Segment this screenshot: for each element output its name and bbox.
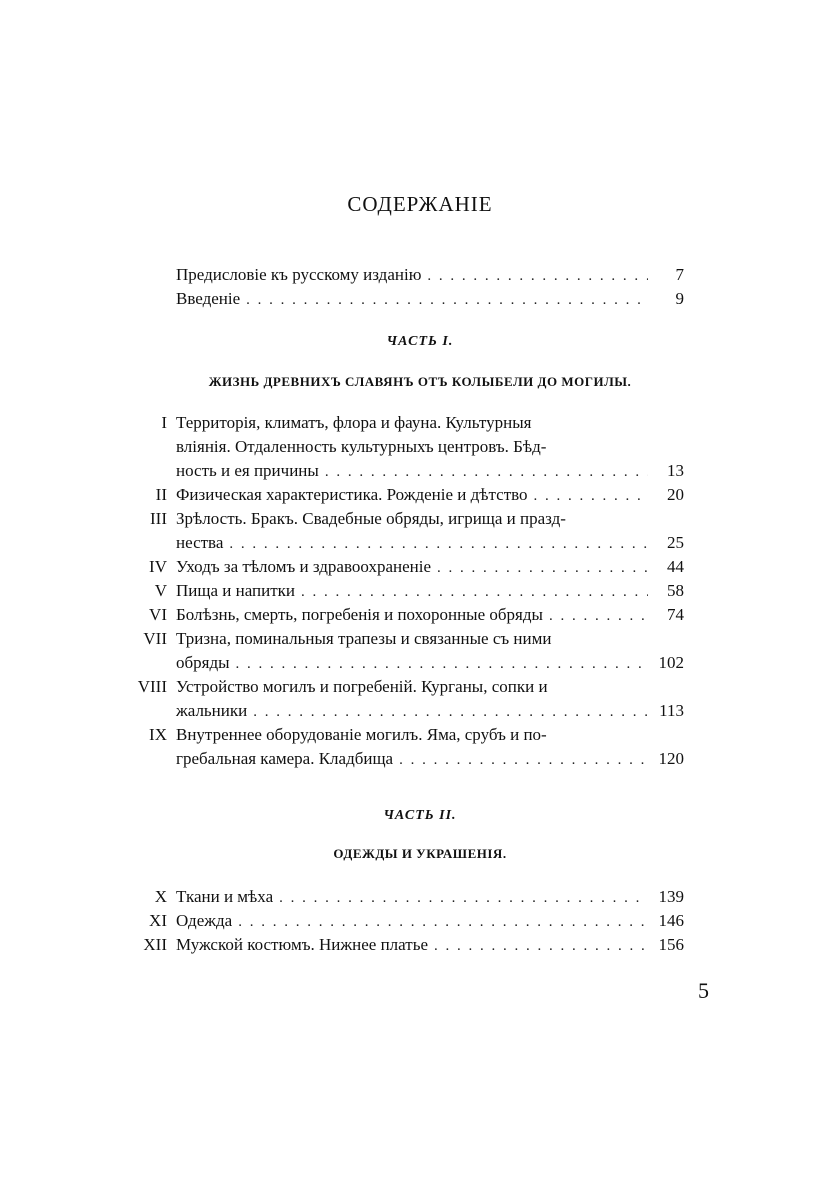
part-heading: ЧАСТЬ II. [383,808,457,823]
chapter-title-line: Зрѣлость. Бракъ. Свадебные обряды, игрища и празд- [176,509,566,528]
chapter-title-line: влiянiя. Отдаленность культурныхъ центровъ. Бѣд- [176,437,547,456]
contents-title: СОДЕРЖАНIЕ [347,192,493,216]
toc-entry-page: 13 [667,461,684,480]
leader-dots [279,887,648,909]
leader-dots [427,265,648,287]
chapter-title-line: Одежда [176,911,233,930]
chapter-title-line: Физическая характеристика. Рожденiе и дѣтство [176,485,528,504]
toc-entry-chapter-7 [176,652,684,675]
chapter-number: VIII [137,677,167,696]
chapter-number: XII [143,935,167,954]
leader-dots [534,485,648,507]
chapter-title-line: Ткани и мѣха [176,887,274,906]
chapter-number: I [161,413,167,432]
toc-entry-page: 20 [667,485,684,504]
leader-dots [229,533,648,555]
chapter-title-line: Уходъ за тѣломъ и здравоохраненiе [176,557,432,576]
toc-entry-chapter-1 [176,460,684,483]
chapter-title-line: Внутреннее оборудованiе могилъ. Яма, срубъ и по- [176,725,547,744]
part-subtitle: ОДЕЖДЫ И УКРАШЕНIЯ. [333,846,507,861]
chapter-title-line: Пища и напитки [176,581,296,600]
toc-entry-page: 139 [658,887,684,906]
toc-entry-chapter-8 [176,700,684,723]
chapter-number: II [155,485,167,504]
leader-dots [399,749,648,771]
chapter-number: X [154,887,167,906]
toc-entry-page: 113 [659,701,684,720]
leader-dots [253,701,648,723]
chapter-title-line: нества [176,533,224,552]
chapter-title-line: жальники [176,701,248,720]
toc-entry-page: 58 [667,581,684,600]
chapter-number: V [154,581,167,600]
page-number: 5 [698,978,709,1003]
toc-entry-preface [176,264,684,287]
toc-entry-introduction [176,288,684,311]
chapter-title-line: обряды [176,653,230,672]
leader-dots [301,581,648,603]
toc-entry-chapter-11 [176,910,684,933]
chapter-title-line: ность и ея причины [176,461,319,480]
chapter-title-line: Устройство могилъ и погребенiй. Курганы, сопки и [176,677,548,696]
toc-entry-label: Предисловiе къ русскому изданiю [176,265,422,284]
toc-entry-page: 7 [675,265,684,284]
part-heading: ЧАСТЬ I. [386,334,454,349]
chapter-number: IV [149,557,167,576]
part-subtitle: ЖИЗНЬ ДРЕВНИХЪ СЛАВЯНЪ ОТЪ КОЛЫБЕЛИ ДО МОГИЛЫ. [208,374,632,389]
chapter-number: VII [143,629,167,648]
leader-dots [238,911,648,933]
chapter-title-line: Мужской костюмъ. Нижнее платье [176,935,428,954]
leader-dots [437,557,648,579]
toc-entry-page: 44 [667,557,684,576]
chapter-title-line: Тризна, поминальныя трапезы и связанные съ ними [176,629,552,648]
toc-entry-chapter-5 [176,580,684,603]
chapter-number: III [150,509,167,528]
toc-entry-page: 9 [675,289,684,308]
leader-dots [549,605,648,627]
toc-entry-chapter-9 [176,748,684,771]
toc-entry-chapter-6 [176,604,684,627]
toc-entry-page: 25 [667,533,684,552]
toc-entry-page: 102 [658,653,684,672]
chapter-title-line: Болѣзнь, смерть, погребенiя и похоронные обряды [176,605,543,624]
toc-entry-chapter-3 [176,532,684,555]
toc-entry-page: 74 [667,605,684,624]
leader-dots [325,461,648,483]
chapter-title-line: Территорiя, климатъ, флора и фауна. Культурныя [176,413,532,432]
toc-entry-page: 120 [658,749,684,768]
chapter-number: IX [149,725,167,744]
chapter-number: XI [149,911,167,930]
toc-entry-chapter-2 [176,484,684,507]
chapter-title-line: гребальная камера. Кладбища [176,749,394,768]
leader-dots [246,289,648,311]
toc-entry-chapter-10 [176,886,684,909]
toc-entry-page: 146 [658,911,684,930]
toc-entry-page: 156 [658,935,684,954]
toc-entry-chapter-4 [176,556,684,579]
leader-dots [236,653,648,675]
leader-dots [434,935,648,957]
chapter-number: VI [149,605,167,624]
toc-entry-chapter-12 [176,934,684,957]
toc-entry-label: Введенiе [176,289,241,308]
